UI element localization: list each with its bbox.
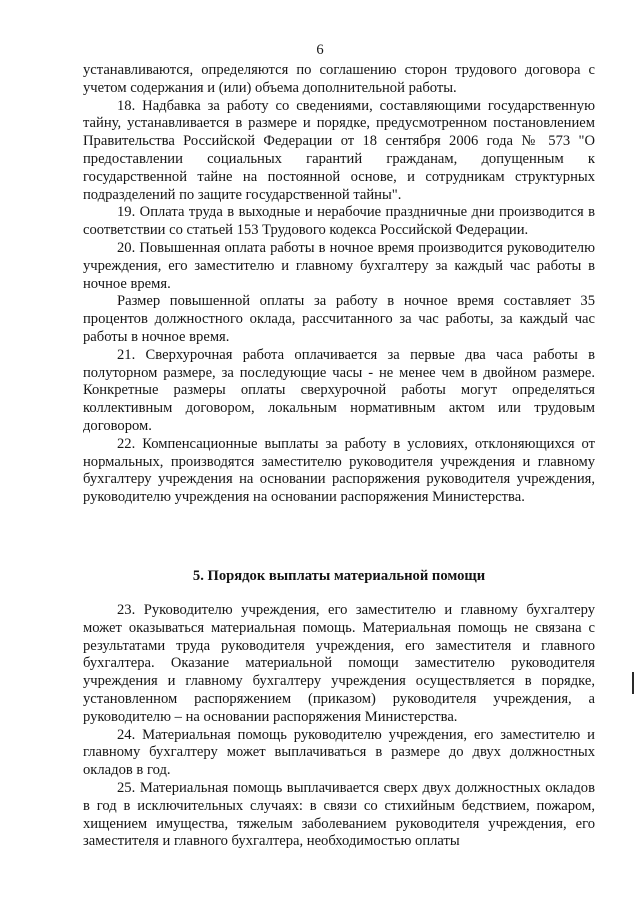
text-block-top — [83, 62, 595, 507]
paragraph-22: 22. Компенсационные выплаты за работу в условиях, отклоняющихся от нормальных, производятся заместителю руководителя учреждения и главному бухгалтеру учреждения на основании распоряжения руководителя учреждения, руководителю учреждения на основании распоряжения Министерства. — [83, 435, 595, 506]
text-block-bottom — [83, 602, 595, 851]
paragraph-20: 20. Повышенная оплата работы в ночное время производится руководителю учреждения, его заместителю и главному бухгалтеру за каждый час работы в ночное время. — [83, 239, 595, 292]
paragraph-continuation: устанавливаются, определяются по соглашению сторон трудового договора с учетом содержания и (или) объема дополнительной работы. — [83, 62, 595, 96]
paragraph-21: 21. Сверхурочная работа оплачивается за первые два часа работы в полуторном размере, за последующие часы - не менее чем в двойном размере. Конкретные размеры оплаты сверхурочной работы могут определяться коллективным договором, локальным нормативным актом или трудовым договором. — [83, 346, 595, 434]
paragraph-23: 23. Руководителю учреждения, его заместителю и главному бухгалтеру может оказываться материальная помощь. Материальная помощь не связана с результатами труда руководителя учреждения, его заместителя и главного бухгалтера. Оказание материальной помощи заместителю руководителя учреждения и главному бухгалтеру учреждения осуществляется в порядке, установленном распоряжением (приказом) руководителя учреждения, а руководителю – на основании распоряжения Министерства. — [83, 602, 595, 725]
paragraph-24: 24. Материальная помощь руководителю учреждения, его заместителю и главному бухгалтеру может выплачиваться в размере до двух должностных окладов в год. — [83, 726, 595, 779]
paragraph-20-size: Размер повышенной оплаты за работу в ночное время составляет 35 процентов должностного оклада, рассчитанного за час работы, за каждый час работы в ночное время. — [83, 293, 595, 345]
paragraph-18: 18. Надбавка за работу со сведениями, составляющими государственную тайну, устанавливается в размере и порядке, предусмотренном постановлением Правительства Российской Федерации от 18 сентября 2006 года № 573 "О предоставлении социальных гарантий гражданам, допущенным к государственной тайне на постоянной основе, и сотрудникам структурных подразделений по защите государственной тайны". — [83, 97, 595, 203]
paragraph-25: 25. Материальная помощь выплачивается сверх двух должностных окладов в год в исключительных случаях: в связи со стихийным бедствием, пожаром, хищением имущества, тяжелым заболеванием руководителя учреждения, его заместителя и главного бухгалтера, необходимостью оплаты — [83, 779, 595, 850]
page-number: 6 — [316, 42, 324, 58]
section-heading: 5. Порядок выплаты материальной помощи — [192, 568, 486, 584]
paragraph-19: 19. Оплата труда в выходные и нерабочие праздничные дни производится в соответствии со статьей 153 Трудового кодекса Российской Федерации. — [83, 204, 595, 239]
section-heading-block — [83, 568, 595, 586]
scan-mark — [632, 672, 634, 694]
